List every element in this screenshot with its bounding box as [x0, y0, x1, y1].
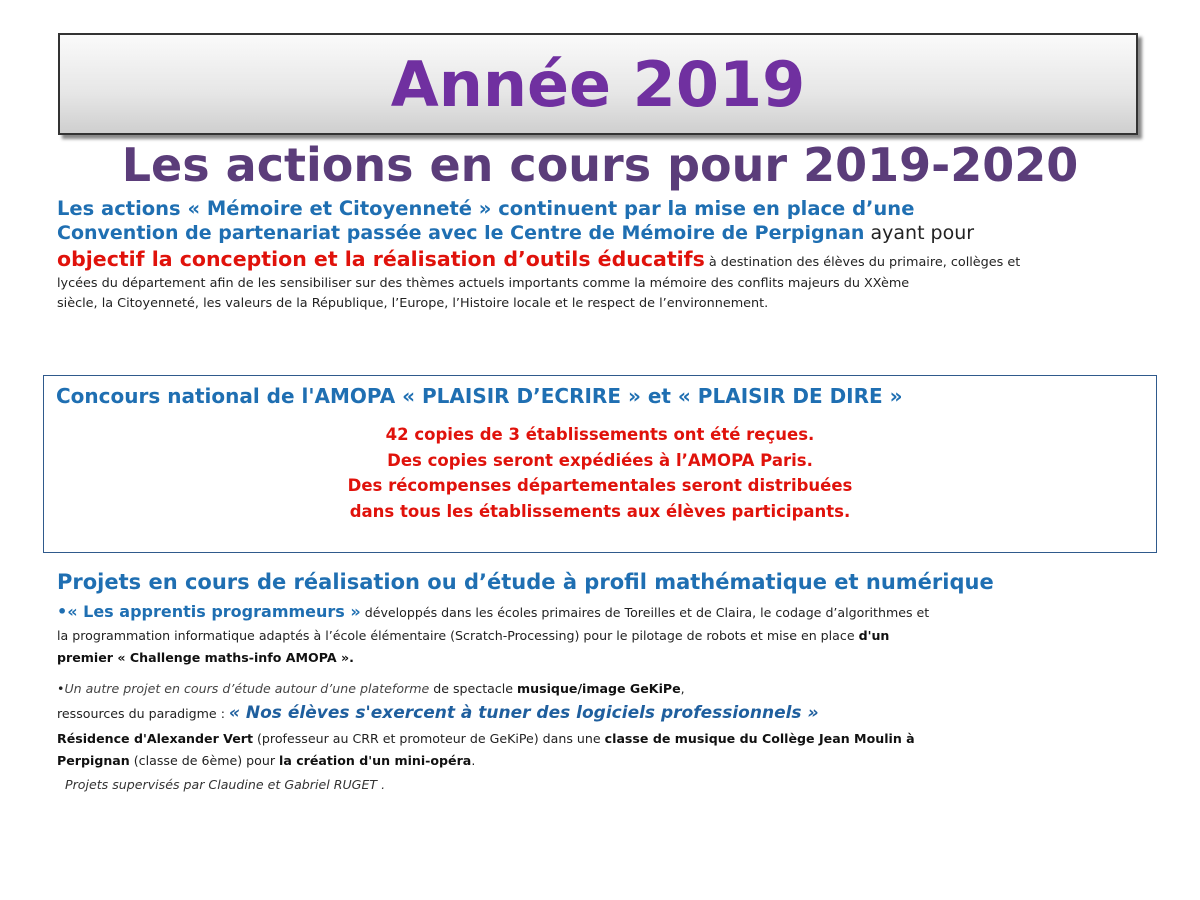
projet-programmeurs-title: •« Les apprentis programmeurs »: [57, 602, 361, 621]
intro-objective: objectif la conception et la réalisation d’outils éducatifs: [57, 247, 705, 272]
intro-line-3-rest: à destination des élèves du primaire, collèges et: [704, 255, 1021, 271]
intro-line-3: [57, 246, 1147, 273]
projet-gekipe: [57, 678, 1157, 771]
projets-section: [57, 570, 1157, 792]
projet-residence: Résidence d'Alexander Vert: [57, 731, 254, 747]
projet-challenge: premier « Challenge maths-info AMOPA ».: [57, 649, 354, 665]
projet-programmeurs-bold: d'un: [858, 628, 890, 644]
intro-line-4: lycées du département afin de les sensibiliser sur des thèmes actuels importants comme la mémoire des conflits majeurs du XXème: [57, 275, 910, 291]
intro-line-2-rest: ayant pour: [864, 222, 975, 245]
concours-title: Concours national de l'AMOPA « PLAISIR D’ECRIRE » et « PLAISIR DE DIRE »: [56, 384, 903, 408]
bullet: •: [57, 681, 65, 696]
comma: ,: [680, 681, 685, 696]
intro-convention: Convention de partenariat passée avec le Centre de Mémoire de Perpignan: [57, 222, 865, 245]
projet-programmeurs-text: développés dans les écoles primaires de Toreilles et de Claira, le codage d’algorithmes et: [360, 605, 930, 620]
projet-gekipe-name: musique/image GeKiPe: [517, 681, 681, 696]
page-title: Année 2019: [390, 47, 806, 121]
intro-line-2: [57, 221, 1147, 246]
page-subtitle: Les actions en cours pour 2019-2020: [121, 138, 1079, 192]
projet-gekipe-intro: Un autre projet en cours d’étude autour d’une plateforme: [64, 681, 430, 696]
projet-gekipe-ressources: ressources du paradigme :: [57, 706, 229, 722]
projet-college: classe de musique du Collège Jean Moulin à: [604, 731, 915, 747]
projet-programmeurs-text-2: la programmation informatique adaptés à l’école élémentaire (Scratch-Processing) pour le pilotage de robots et mise en place: [57, 628, 859, 644]
projets-title: Projets en cours de réalisation ou d’étude à profil mathématique et numérique: [57, 570, 994, 594]
concours-box: [43, 375, 1157, 553]
supervision-note: Projets supervisés par Claudine et Gabriel RUGET .: [65, 777, 386, 793]
projet-residence-text: (professeur au CRR et promoteur de GeKiPe) dans une: [253, 731, 605, 747]
projet-gekipe-text: de spectacle: [429, 681, 518, 696]
projet-programmeurs: [57, 598, 1157, 668]
period: .: [471, 752, 476, 768]
projet-classe-text: (classe de 6ème) pour: [129, 752, 279, 768]
concours-line: Des copies seront expédiées à l’AMOPA Paris.: [387, 450, 813, 470]
intro-section: [57, 196, 1147, 314]
title-box: [58, 33, 1138, 135]
intro-line-1: Les actions « Mémoire et Citoyenneté » continuent par la mise en place d’une: [57, 197, 915, 220]
concours-line: 42 copies de 3 établissements ont été reçues.: [385, 425, 815, 444]
concours-line: dans tous les établissements aux élèves participants.: [349, 501, 851, 521]
intro-line-5: siècle, la Citoyenneté, les valeurs de la République, l’Europe, l’Histoire locale et le respect de l’environnement.: [57, 295, 769, 311]
projet-perpignan: Perpignan: [57, 752, 130, 768]
projet-mini-opera: la création d'un mini-opéra: [279, 752, 472, 768]
concours-lines: [44, 422, 1156, 524]
projet-gekipe-quote: « Nos élèves s'exercent à tuner des logiciels professionnels »: [228, 703, 819, 724]
concours-line: Des récompenses départementales seront distribuées: [347, 476, 853, 496]
